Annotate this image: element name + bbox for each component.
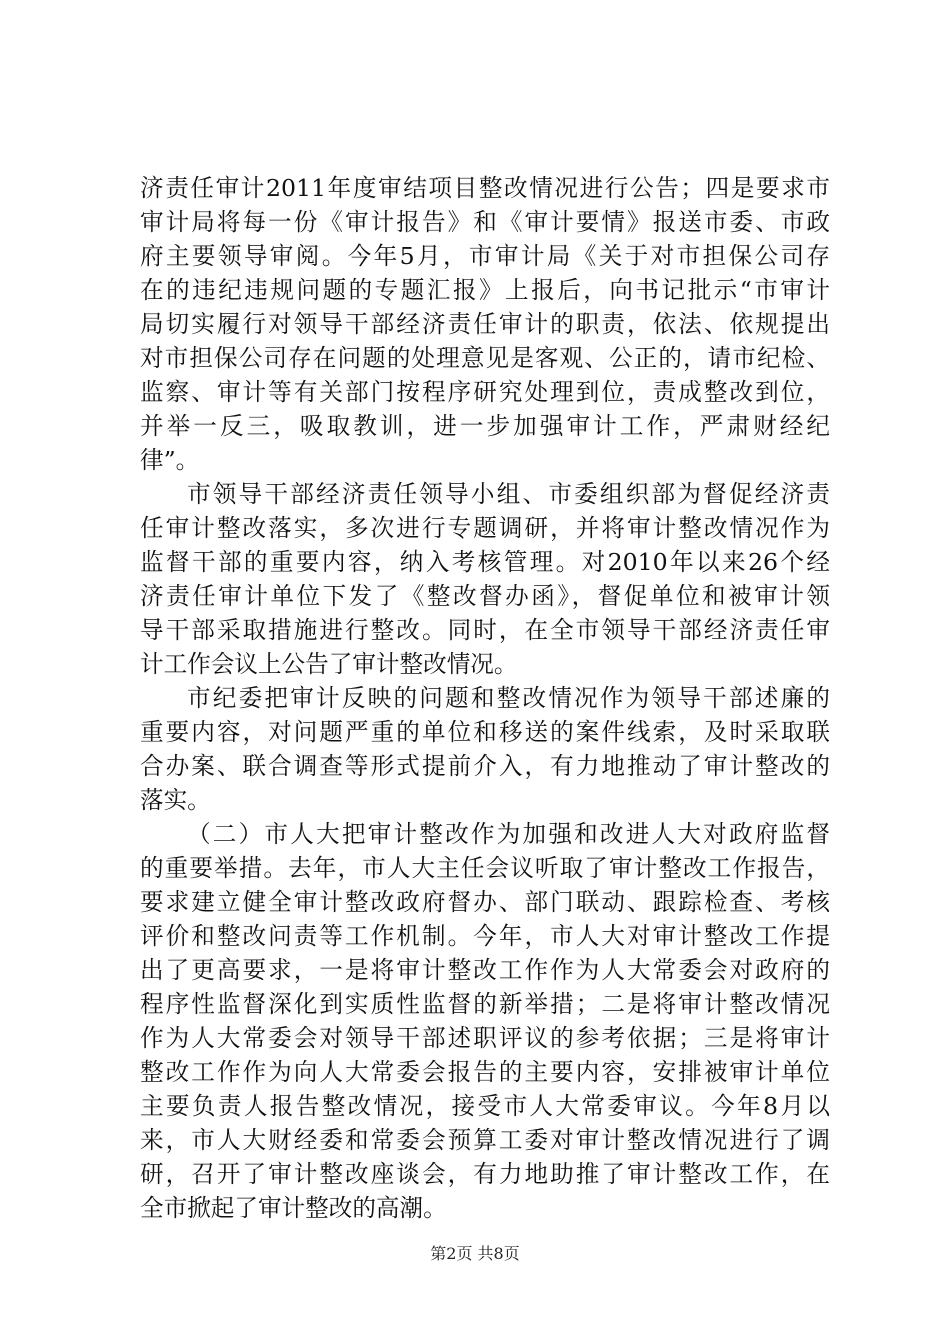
- paragraph-first-line: 市纪委把审计反映的问题和整改情况作为领导干部述廉的: [187, 684, 830, 712]
- body-text-line: 局切实履行对领导干部经济责任审计的职责，依法、依规提出: [140, 310, 830, 338]
- body-text-line: 监督干部的重要内容，纳入考核管理。对2010年以来26个经: [140, 548, 830, 576]
- body-text-line: 出了更高要求，一是将审计整改工作作为人大常委会对政府的: [140, 956, 830, 984]
- body-text-line: 济责任审计2011年度审结项目整改情况进行公告；四是要求市: [140, 174, 830, 202]
- body-text-line: 监察、审计等有关部门按程序研究处理到位，责成整改到位，: [140, 378, 830, 406]
- body-text-line: 重要内容，对问题严重的单位和移送的案件线索，及时采取联: [140, 718, 830, 746]
- body-text-line: 导干部采取措施进行整改。同时，在全市领导干部经济责任审: [140, 616, 830, 644]
- body-text-line: 整改工作作为向人大常委会报告的主要内容，安排被审计单位: [140, 1058, 830, 1086]
- body-text-line: 济责任审计单位下发了《整改督办函》，督促单位和被审计领: [140, 582, 830, 610]
- body-text-line: 合办案、联合调查等形式提前介入，有力地推动了审计整改的: [140, 752, 830, 780]
- paragraph-first-line: 市领导干部经济责任领导小组、市委组织部为督促经济责: [187, 480, 830, 508]
- body-text-line: 主要负责人报告整改情况，接受市人大常委审议。今年8月以: [140, 1092, 830, 1120]
- page-number-footer: 第2页 共8页: [430, 1244, 520, 1263]
- body-text-line: 任审计整改落实，多次进行专题调研，并将审计整改情况作为: [140, 514, 830, 542]
- body-text-line: 落实。: [140, 786, 211, 814]
- body-text-line: 在的违纪违规问题的专题汇报》上报后，向书记批示“市审计: [140, 276, 830, 304]
- body-text-line: 审计局将每一份《审计报告》和《审计要情》报送市委、市政: [140, 208, 830, 236]
- body-text-line: 全市掀起了审计整改的高潮。: [140, 1194, 447, 1222]
- body-text-line: 要求建立健全审计整改政府督办、部门联动、跟踪检查、考核: [140, 888, 830, 916]
- body-text-line: 的重要举措。去年，市人大主任会议听取了审计整改工作报告，: [140, 854, 830, 882]
- section-heading-line: （二）市人大把审计整改作为加强和改进人大对政府监督: [187, 820, 830, 848]
- body-text-line: 评价和整改问责等工作机制。今年，市人大对审计整改工作提: [140, 922, 830, 950]
- body-text-line: 研，召开了审计整改座谈会，有力地助推了审计整改工作，在: [140, 1160, 830, 1188]
- body-text-line: 律”。: [140, 446, 200, 474]
- body-text-line: 作为人大常委会对领导干部述职评议的参考依据；三是将审计: [140, 1024, 830, 1052]
- body-text-line: 并举一反三，吸取教训，进一步加强审计工作，严肃财经纪: [140, 412, 830, 440]
- body-text-line: 来，市人大财经委和常委会预算工委对审计整改情况进行了调: [140, 1126, 830, 1154]
- body-text-line: 对市担保公司存在问题的处理意见是客观、公正的，请市纪检、: [140, 344, 830, 372]
- body-text-line: 计工作会议上公告了审计整改情况。: [140, 650, 518, 678]
- body-text-line: 程序性监督深化到实质性监督的新举措；二是将审计整改情况: [140, 990, 830, 1018]
- body-text-line: 府主要领导审阅。今年5月，市审计局《关于对市担保公司存: [140, 242, 830, 270]
